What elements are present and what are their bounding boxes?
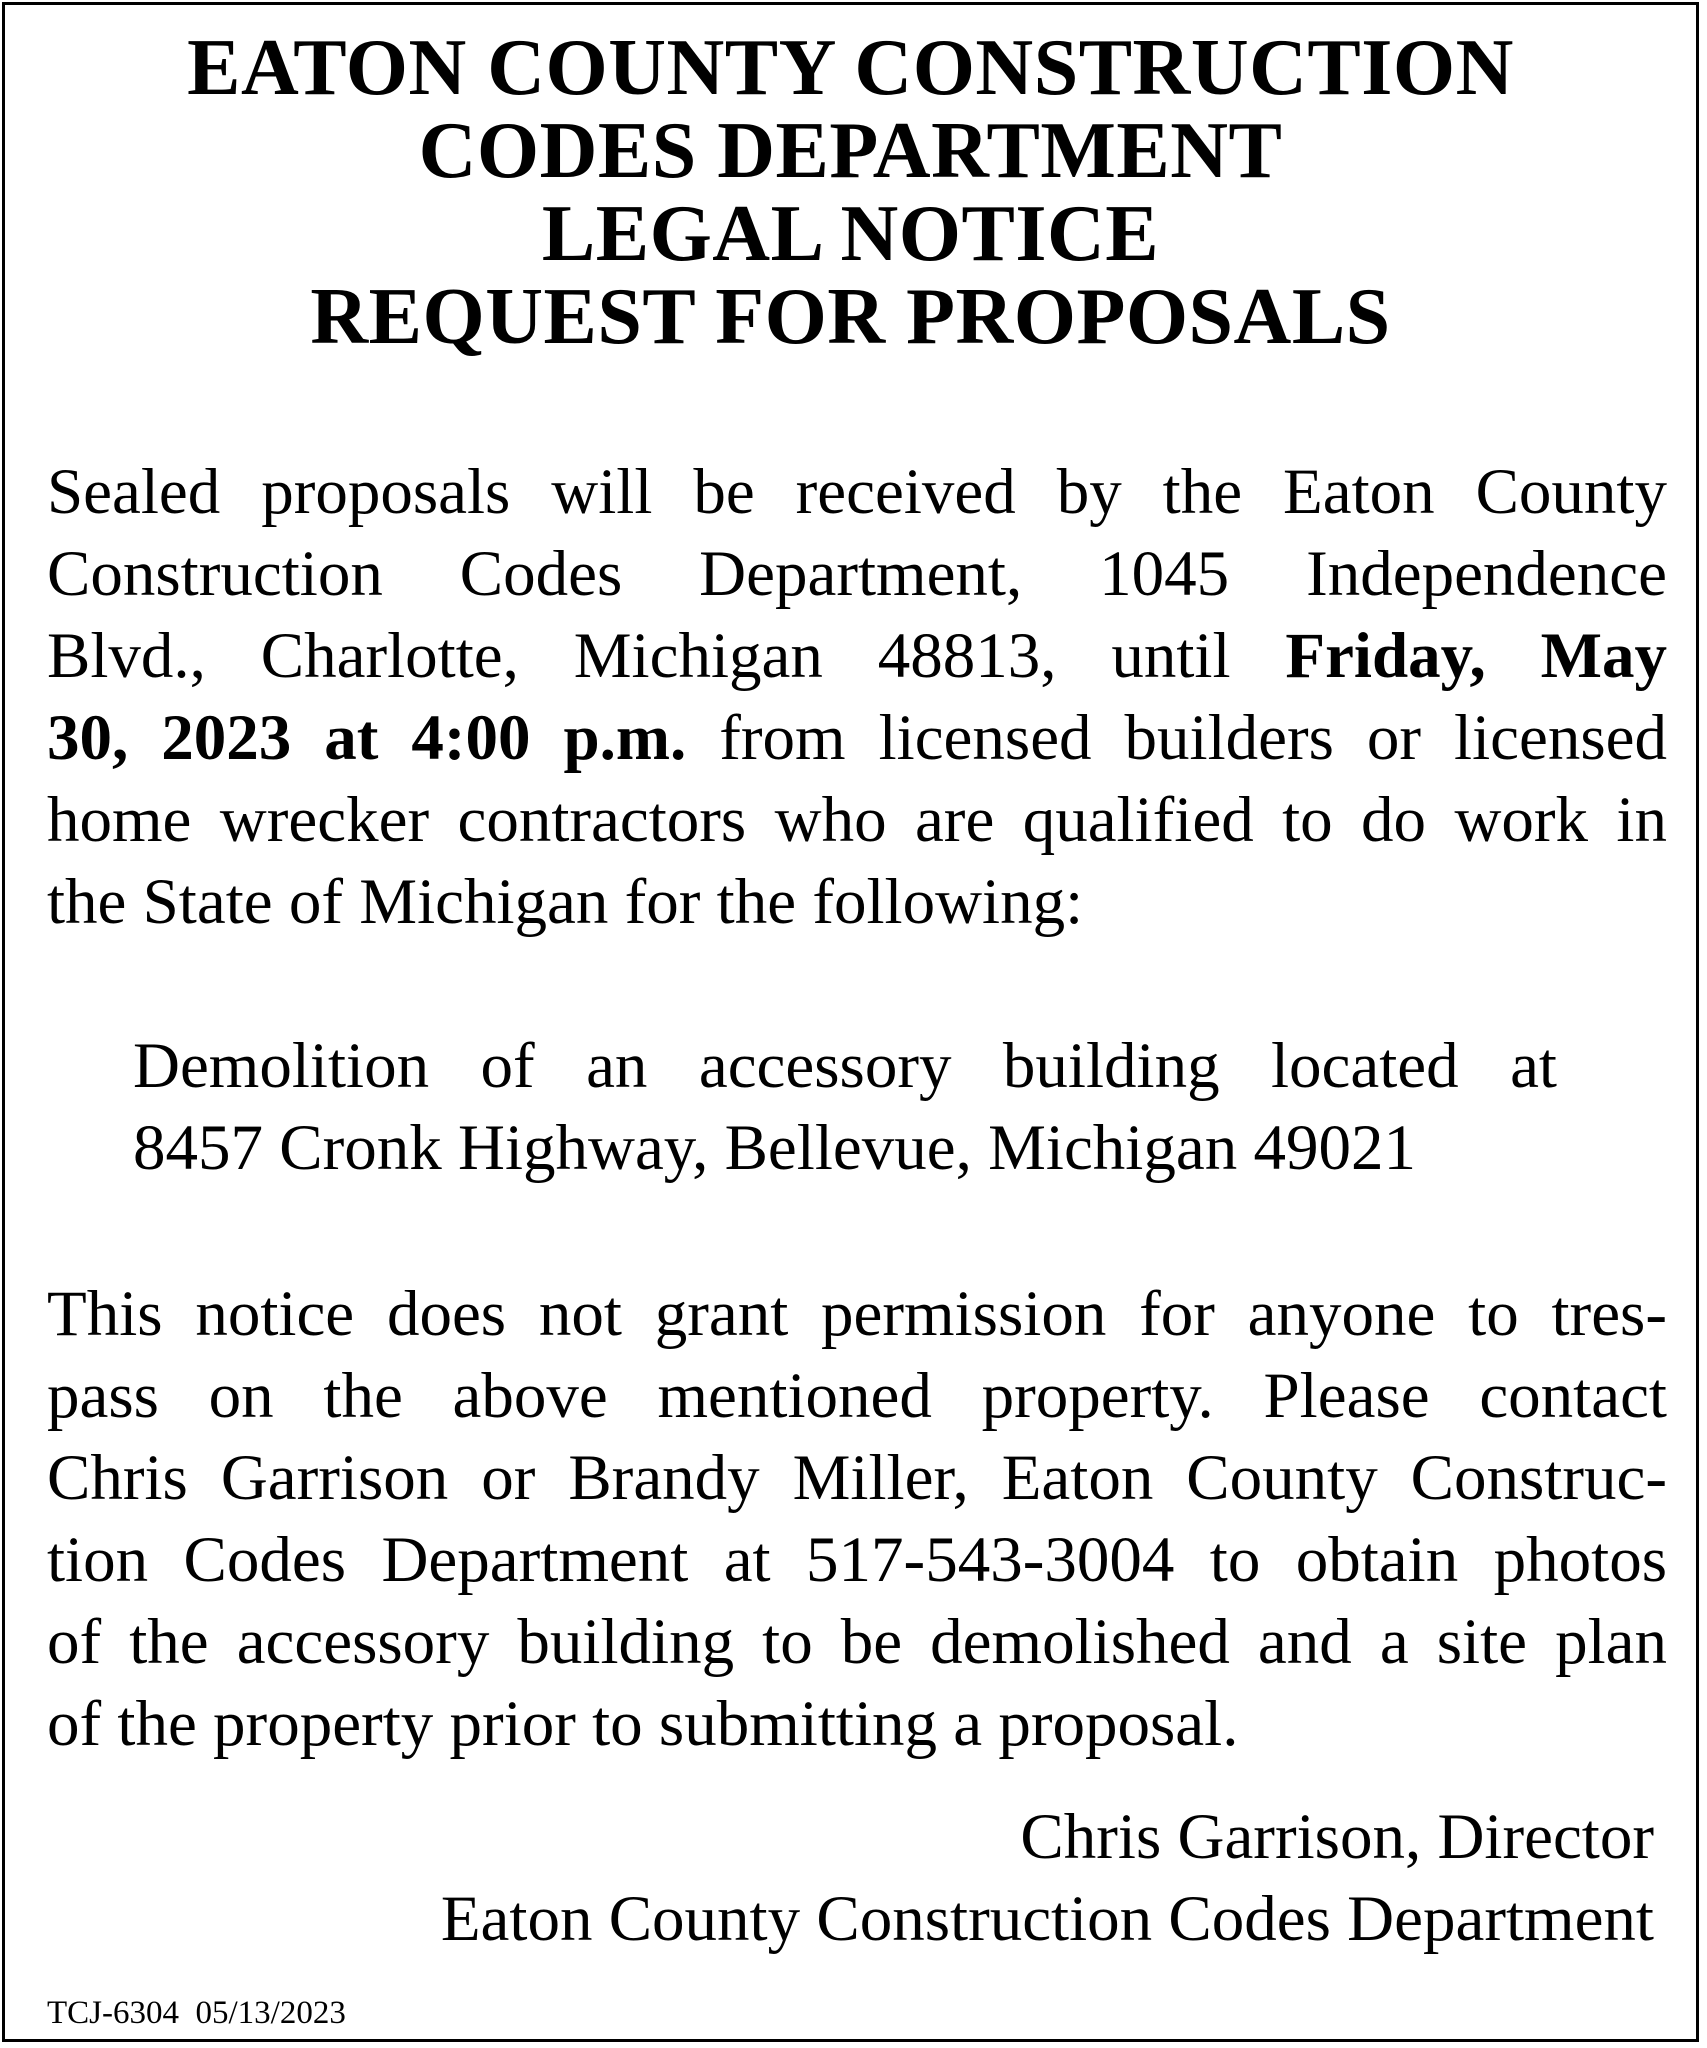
proposal-line-5: home wrecker contractors who are qualified to do work in bbox=[47, 784, 1667, 856]
trespass-line-4: tion Codes Department at 517-543-3004 to obtain photos bbox=[47, 1524, 1667, 1596]
trespass-line-5: of the accessory building to be demolished and a site plan bbox=[47, 1606, 1667, 1678]
proposal-line-2: Construction Codes Department, 1045 Independence bbox=[47, 538, 1667, 610]
address-text: Blvd., Charlotte, Michigan 48813, until bbox=[47, 620, 1286, 692]
signature-name: Chris Garrison, Director bbox=[1020, 1801, 1654, 1873]
notice-title bbox=[5, 24, 1696, 361]
trespass-paragraph bbox=[47, 1273, 1667, 1765]
demolition-line-2: 8457 Cronk Highway, Bellevue, Michigan 49021 bbox=[133, 1112, 1416, 1184]
title-line-3: LEGAL NOTICE bbox=[541, 190, 1160, 278]
signature-department: Eaton County Construction Codes Department bbox=[440, 1883, 1654, 1955]
title-line-4: REQUEST FOR PROPOSALS bbox=[310, 273, 1391, 361]
proposal-line-1: Sealed proposals will be received by the Eaton County bbox=[47, 456, 1667, 528]
proposal-paragraph bbox=[47, 451, 1667, 943]
trespass-line-2: pass on the above mentioned property. Please contact bbox=[47, 1360, 1667, 1432]
deadline-date-start: Friday, May bbox=[1285, 620, 1667, 692]
signature-block bbox=[441, 1796, 1654, 1960]
proposal-line-3 bbox=[47, 615, 1667, 697]
deadline-date-end: 30, 2023 at 4:00 p.m. bbox=[47, 702, 687, 774]
demolition-line-1: Demolition of an accessory building located at bbox=[133, 1030, 1557, 1102]
trespass-line-6: of the property prior to submitting a proposal. bbox=[47, 1688, 1239, 1760]
trespass-line-1: This notice does not grant permission for anyone to tres- bbox=[47, 1278, 1667, 1350]
contractor-text: from licensed builders or licensed bbox=[686, 702, 1667, 774]
trespass-line-3: Chris Garrison or Brandy Miller, Eaton County Construc- bbox=[47, 1442, 1667, 1514]
legal-notice-box bbox=[2, 2, 1699, 2042]
proposal-line-4 bbox=[47, 697, 1667, 779]
demolition-item bbox=[133, 1025, 1557, 1189]
title-line-2: CODES DEPARTMENT bbox=[418, 107, 1283, 195]
title-line-1: EATON COUNTY CONSTRUCTION bbox=[187, 24, 1514, 112]
proposal-line-6: the State of Michigan for the following: bbox=[47, 866, 1084, 938]
publication-reference: TCJ-6304 05/13/2023 bbox=[47, 1995, 346, 2031]
